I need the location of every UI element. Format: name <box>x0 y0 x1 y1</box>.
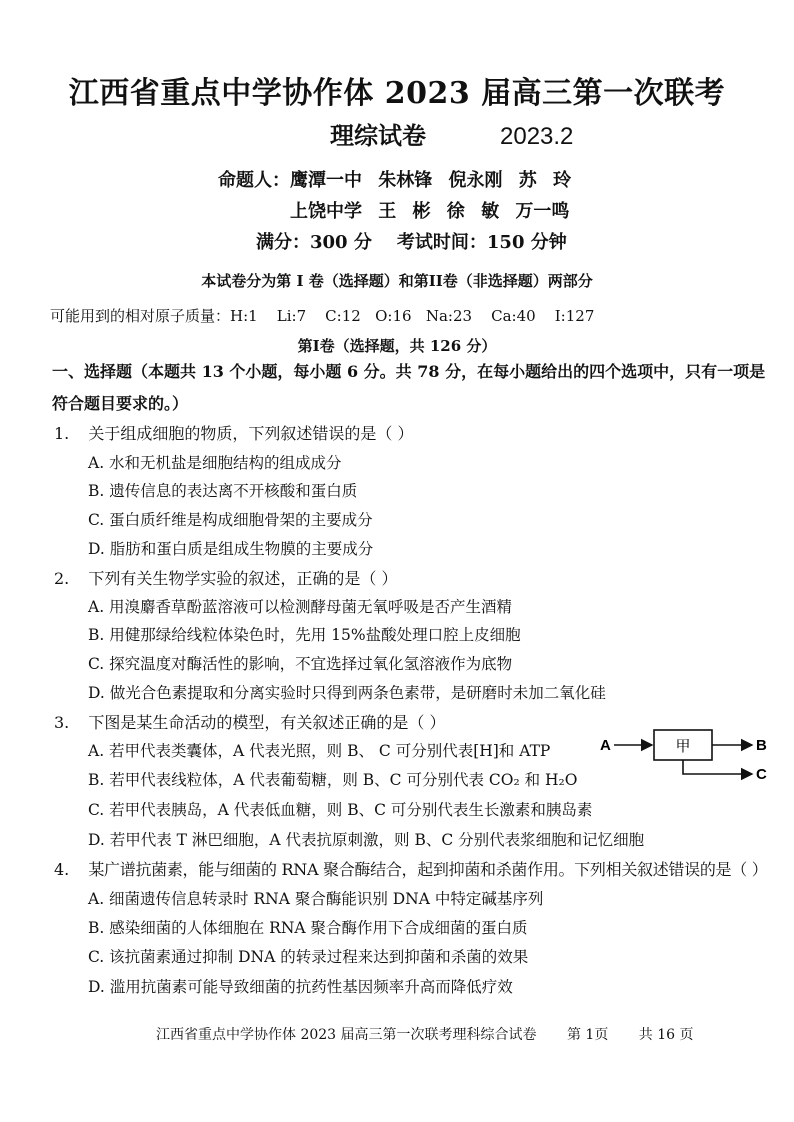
authors-line-2: 上饶中学 王 彬 徐 敏 万一鸣 <box>290 201 570 222</box>
question-stem: 下图是某生命活动的模型，有关叙述正确的是（ ） <box>88 713 446 732</box>
process-diagram <box>596 722 776 792</box>
question-1 <box>54 421 413 444</box>
question-number: 4. <box>54 860 70 879</box>
exam-date: 2023.2 <box>500 123 574 150</box>
option-3c: C. 若甲代表胰岛，A 代表低血糖，则 B、C 可分别代表生长激素和胰岛素 <box>88 801 593 819</box>
option-1a: A. 水和无机盐是细胞结构的组成成分 <box>88 454 342 472</box>
option-2b: B. 用健那绿给线粒体染色时，先用 15%盐酸处理口腔上皮细胞 <box>88 626 521 644</box>
option-3d: D. 若甲代表 T 淋巴细胞，A 代表抗原刺激，则 B、C 分别代表浆细胞和记忆细胞 <box>88 831 645 849</box>
diagram-output-c: C <box>756 766 767 783</box>
option-2a: A. 用溴麝香草酚蓝溶液可以检测酵母菌无氧呼吸是否产生酒精 <box>88 598 513 616</box>
diagram-input-label: A <box>600 737 611 754</box>
part-one-title: 第I卷（选择题，共 126 分） <box>297 337 497 355</box>
exam-subtitle <box>330 116 573 151</box>
section-heading-text: 一、选择题（本题共 13 个小题，每小题 6 分。共 78 分，在每小题给出的四个选项中，只有一项是符合题目要求的。） <box>52 362 766 413</box>
score-and-time: 满分：300 分 考试时间：150 分钟 <box>256 232 567 253</box>
question-number: 1. <box>54 424 70 443</box>
question-stem: 某广谱抗菌素，能与细菌的 RNA 聚合酶结合，起到抑菌和杀菌作用。下列相关叙述错误的是（ ） <box>88 860 768 879</box>
section-heading <box>52 356 772 420</box>
exam-title: 江西省重点中学协作体 2023 届高三第一次联考 <box>68 76 726 111</box>
footer-text: 江西省重点中学协作体 2023 届高三第一次联考理科综合试卷 <box>156 1027 537 1043</box>
option-2d: D. 做光合色素提取和分离实验时只得到两条色素带，是研磨时未加二氧化硅 <box>88 684 606 702</box>
diagram-box-label: 甲 <box>675 737 691 755</box>
footer-page-number: 第 1页 <box>566 1027 609 1043</box>
atomic-masses: 可能用到的相对原子质量：H:1 Li:7 C:12 O:16 Na:23 Ca:40 I:127 <box>50 307 595 325</box>
option-4d: D. 滥用抗菌素可能导致细菌的抗药性基因频率升高而降低疗效 <box>88 978 513 996</box>
option-4b: B. 感染细菌的人体细胞在 RNA 聚合酶作用下合成细菌的蛋白质 <box>88 919 528 937</box>
page-footer <box>156 1024 694 1044</box>
question-4 <box>54 857 767 880</box>
option-1c: C. 蛋白质纤维是构成细胞骨架的主要成分 <box>88 511 373 529</box>
paper-structure-note: 本试卷分为第 I 卷（选择题）和第II卷（非选择题）两部分 <box>201 272 593 290</box>
arrow-box-to-c <box>683 760 752 774</box>
question-3 <box>54 710 445 733</box>
option-1b: B. 遗传信息的表达离不开核酸和蛋白质 <box>88 482 358 500</box>
subject-label: 理综试卷 <box>330 121 426 150</box>
question-stem: 下列有关生物学实验的叙述，正确的是（ ） <box>88 569 398 588</box>
option-1d: D. 脂肪和蛋白质是组成生物膜的主要成分 <box>88 540 374 558</box>
option-2c: C. 探究温度对酶活性的影响，不宜选择过氧化氢溶液作为底物 <box>88 655 513 673</box>
question-stem: 关于组成细胞的物质，下列叙述错误的是（ ） <box>88 424 414 443</box>
option-3a: A. 若甲代表类囊体，A 代表光照，则 B、 C 可分别代表[H]和 ATP <box>88 742 551 760</box>
option-4a: A. 细菌遗传信息转录时 RNA 聚合酶能识别 DNA 中特定碱基序列 <box>88 890 544 908</box>
footer-total-pages: 共 16 页 <box>638 1027 694 1043</box>
diagram-output-b: B <box>756 737 767 754</box>
question-number: 2. <box>54 569 70 588</box>
authors-line-1: 命题人：鹰潭一中 朱林锋 倪永刚 苏 玲 <box>218 170 572 191</box>
question-2 <box>54 566 397 589</box>
option-3b: B. 若甲代表线粒体，A 代表葡萄糖，则 B、C 可分别代表 CO₂ 和 H₂O <box>88 771 578 789</box>
option-4c: C. 该抗菌素通过抑制 DNA 的转录过程来达到抑菌和杀菌的效果 <box>88 948 529 966</box>
question-number: 3. <box>54 713 70 732</box>
